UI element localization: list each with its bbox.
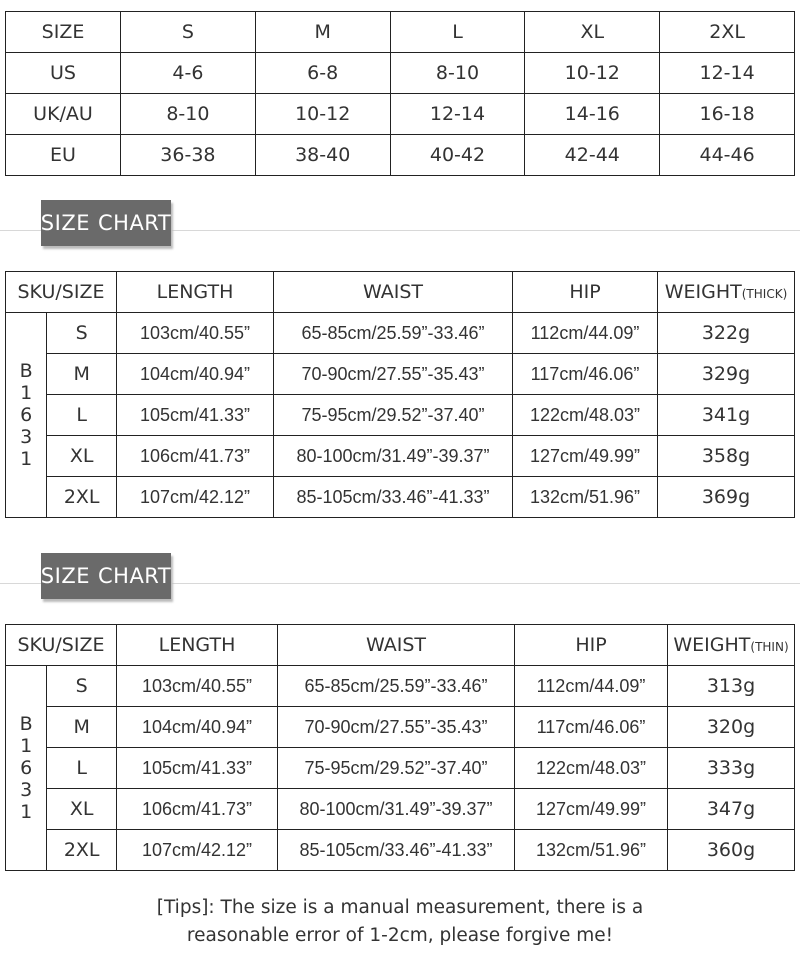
size-chart-table-thin xyxy=(5,624,795,871)
table-cell: 6-8 xyxy=(255,53,390,94)
table-row xyxy=(6,313,795,354)
table-cell: 12-14 xyxy=(660,53,795,94)
weight-value: 358g xyxy=(658,436,795,477)
size-chart-table-thick xyxy=(5,271,795,518)
table-cell: 8-10 xyxy=(390,53,525,94)
hip-value: 117cm/46.06” xyxy=(515,707,668,748)
table-header-cell: S xyxy=(121,12,256,53)
table-row xyxy=(6,395,795,436)
size-label: S xyxy=(47,666,117,707)
hip-header: HIP xyxy=(513,272,658,313)
sku-size-header: SKU/SIZE xyxy=(6,272,117,313)
length-value: 103cm/40.55” xyxy=(117,313,274,354)
length-header: LENGTH xyxy=(117,625,278,666)
weight-value: 347g xyxy=(668,789,795,830)
hip-value: 112cm/44.09” xyxy=(513,313,658,354)
table-cell: 36-38 xyxy=(121,135,256,176)
length-value: 104cm/40.94” xyxy=(117,354,274,395)
waist-value: 80-100cm/31.49”-39.37” xyxy=(278,789,515,830)
weight-note: (THICK) xyxy=(741,287,788,301)
length-value: 103cm/40.55” xyxy=(117,666,278,707)
waist-value: 65-85cm/25.59”-33.46” xyxy=(278,666,515,707)
table-row xyxy=(6,94,795,135)
size-label: 2XL xyxy=(47,477,117,518)
hip-value: 117cm/46.06” xyxy=(513,354,658,395)
hip-value: 132cm/51.96” xyxy=(515,830,668,871)
size-label: S xyxy=(47,313,117,354)
size-label: 2XL xyxy=(47,830,117,871)
hip-value: 127cm/49.99” xyxy=(515,789,668,830)
size-label: L xyxy=(47,748,117,789)
waist-value: 65-85cm/25.59”-33.46” xyxy=(274,313,513,354)
table-cell: 10-12 xyxy=(255,94,390,135)
table-cell: 4-6 xyxy=(121,53,256,94)
sku-code: B 1 6 3 1 xyxy=(6,313,47,518)
length-value: 106cm/41.73” xyxy=(117,789,278,830)
waist-value: 80-100cm/31.49”-39.37” xyxy=(274,436,513,477)
table-row xyxy=(6,789,795,830)
sku-code: B 1 6 3 1 xyxy=(6,666,47,871)
table-cell: 14-16 xyxy=(525,94,660,135)
weight-value: 322g xyxy=(658,313,795,354)
hip-value: 132cm/51.96” xyxy=(513,477,658,518)
table-row xyxy=(6,666,795,707)
weight-value: 369g xyxy=(658,477,795,518)
length-value: 106cm/41.73” xyxy=(117,436,274,477)
waist-value: 75-95cm/29.52”-37.40” xyxy=(274,395,513,436)
length-value: 107cm/42.12” xyxy=(117,477,274,518)
size-chart-badge: SIZE CHART xyxy=(41,553,171,599)
table-header-cell: M xyxy=(255,12,390,53)
size-label: XL xyxy=(47,789,117,830)
table-row xyxy=(6,354,795,395)
table-header-row xyxy=(6,12,795,53)
table-header-cell: XL xyxy=(525,12,660,53)
waist-value: 70-90cm/27.55”-35.43” xyxy=(274,354,513,395)
size-chart-badge: SIZE CHART xyxy=(41,200,171,246)
length-value: 105cm/41.33” xyxy=(117,395,274,436)
tips-note xyxy=(0,894,800,950)
hip-header: HIP xyxy=(515,625,668,666)
weight-value: 320g xyxy=(668,707,795,748)
length-value: 105cm/41.33” xyxy=(117,748,278,789)
table-cell: 12-14 xyxy=(390,94,525,135)
weight-value: 341g xyxy=(658,395,795,436)
table-row xyxy=(6,748,795,789)
table-row xyxy=(6,135,795,176)
size-conversion-table xyxy=(5,11,795,176)
waist-value: 70-90cm/27.55”-35.43” xyxy=(278,707,515,748)
size-label: M xyxy=(47,354,117,395)
table-header-row xyxy=(6,625,795,666)
table-cell: 8-10 xyxy=(121,94,256,135)
size-label: M xyxy=(47,707,117,748)
table-header-cell: SIZE xyxy=(6,12,121,53)
weight-header: WEIGHT(THICK) xyxy=(658,272,795,313)
hip-value: 122cm/48.03” xyxy=(513,395,658,436)
waist-header: WAIST xyxy=(278,625,515,666)
size-chart-section-header xyxy=(0,200,800,260)
table-row xyxy=(6,707,795,748)
table-row xyxy=(6,830,795,871)
hip-value: 127cm/49.99” xyxy=(513,436,658,477)
table-cell: 10-12 xyxy=(525,53,660,94)
table-cell: 44-46 xyxy=(660,135,795,176)
table-cell: 16-18 xyxy=(660,94,795,135)
sku-size-header: SKU/SIZE xyxy=(6,625,117,666)
length-value: 104cm/40.94” xyxy=(117,707,278,748)
size-label: L xyxy=(47,395,117,436)
weight-value: 333g xyxy=(668,748,795,789)
waist-header: WAIST xyxy=(274,272,513,313)
hip-value: 122cm/48.03” xyxy=(515,748,668,789)
weight-header: WEIGHT(THIN) xyxy=(668,625,795,666)
table-cell: 40-42 xyxy=(390,135,525,176)
table-cell: 42-44 xyxy=(525,135,660,176)
table-row xyxy=(6,53,795,94)
size-chart-section-header xyxy=(0,553,800,613)
weight-value: 313g xyxy=(668,666,795,707)
region-label: EU xyxy=(6,135,121,176)
tips-line: [Tips]: The size is a manual measurement, there is a xyxy=(156,897,644,918)
table-row xyxy=(6,436,795,477)
weight-note: (THIN) xyxy=(750,640,789,654)
table-cell: 38-40 xyxy=(255,135,390,176)
table-header-row xyxy=(6,272,795,313)
length-header: LENGTH xyxy=(117,272,274,313)
waist-value: 85-105cm/33.46”-41.33” xyxy=(278,830,515,871)
region-label: US xyxy=(6,53,121,94)
weight-value: 329g xyxy=(658,354,795,395)
size-label: XL xyxy=(47,436,117,477)
waist-value: 85-105cm/33.46”-41.33” xyxy=(274,477,513,518)
length-value: 107cm/42.12” xyxy=(117,830,278,871)
tips-line: reasonable error of 1-2cm, please forgive me! xyxy=(186,925,614,946)
table-header-cell: 2XL xyxy=(660,12,795,53)
table-row xyxy=(6,477,795,518)
table-header-cell: L xyxy=(390,12,525,53)
hip-value: 112cm/44.09” xyxy=(515,666,668,707)
region-label: UK/AU xyxy=(6,94,121,135)
weight-value: 360g xyxy=(668,830,795,871)
waist-value: 75-95cm/29.52”-37.40” xyxy=(278,748,515,789)
